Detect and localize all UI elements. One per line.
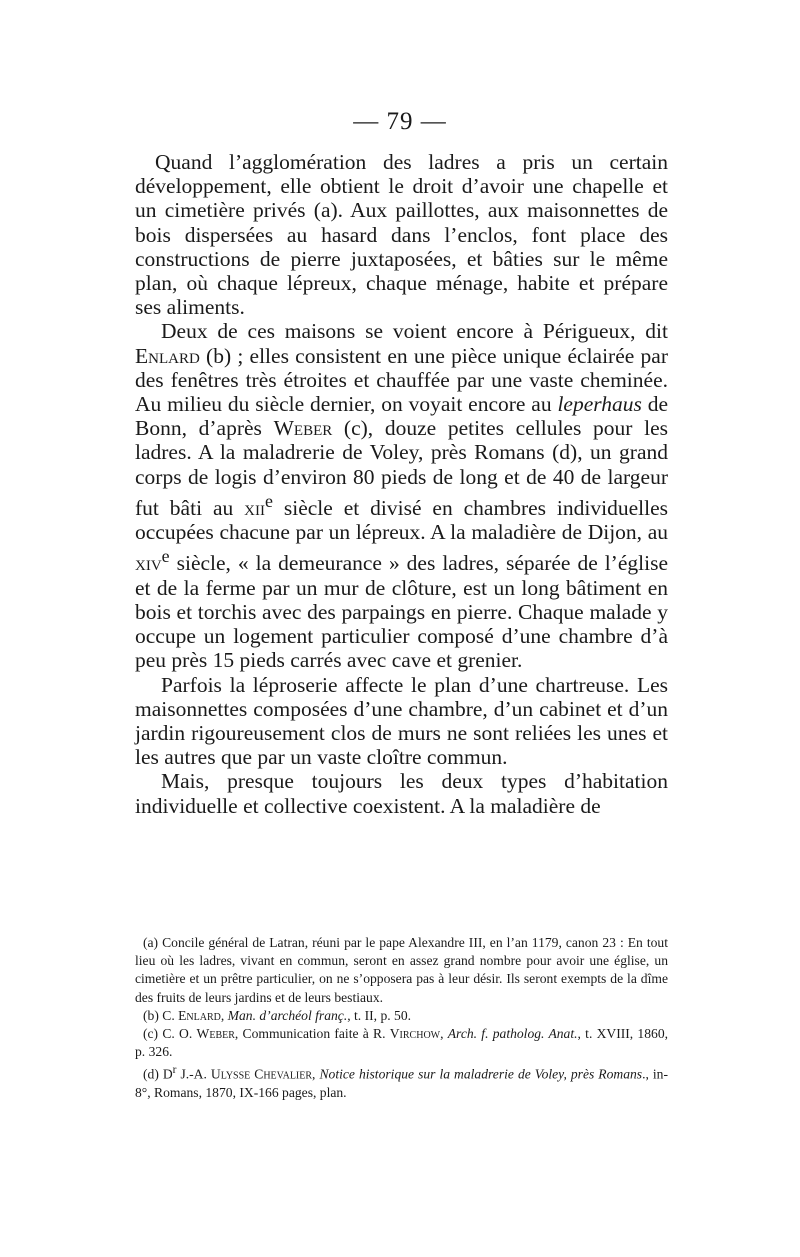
italic-title: Arch. f. patholog. Anat. — [447, 1026, 578, 1042]
author-name: Ulysse Chevalier — [210, 1066, 313, 1082]
text-run: , — [220, 1007, 228, 1023]
paragraph — [135, 150, 668, 319]
text-run: (a) Concile général de Latran, réuni par le pape Alexandre III, en l’an 1179, canon 23 : En tout lieu où les ladres, vivant en commun, seront en assez grand nombre pour avoir une église, un cimetière et un prêtre particulier, on ne s’opposera pas à leur désir. Ils seront exempts de la dîme des fruits de leurs jardins et de leurs bestiaux. — [135, 935, 668, 1005]
superscript: e — [161, 546, 170, 567]
text-run: Mais, presque toujours les deux types d’habitation individuelle et collective coexistent. A la maladière de — [135, 769, 668, 818]
author-name: Enlard — [135, 343, 200, 368]
main-text — [135, 150, 668, 818]
text-run: (c), douze petites cellules pour les ladres. A la maladrerie de Voley, près Romans (d), un grand corps de logis d’environ 80 pieds de long et de 40 de largeur fut bâti au — [135, 416, 668, 520]
text-run: (d) D — [143, 1066, 173, 1082]
footnote-b — [135, 1007, 668, 1025]
italic-title: Notice historique sur la maladrerie de Voley, près Romans — [319, 1066, 643, 1082]
author-name: Enlard — [178, 1007, 221, 1023]
text-run: siècle, « la demeurance » des ladres, séparée de l’église et de la ferme par un mur de clôture, est un long bâtiment en bois et torchis avec des parpaings en pierre. Chaque malade y occupe un logement particulier composé d’une chambre d’à peu près 15 pieds carrés avec cave et grenier. — [135, 551, 668, 673]
superscript: e — [265, 490, 273, 511]
italic-title: Man. d’archéol franç. — [227, 1007, 348, 1023]
text-run: , t. XVIII, 1860, p. 326. — [135, 1026, 669, 1060]
footnote-d — [135, 1061, 668, 1102]
text-run: Parfois la léproserie affecte le plan d’une chartreuse. Les maisonnettes composées d’une chambre, d’un cabinet et d’un jardin rigoureusement clos de murs ne sont reliées les unes et les autres que par un vaste cloître commun. — [135, 672, 668, 770]
author-name: Weber — [273, 416, 333, 441]
text-run: (b) C. — [143, 1007, 179, 1023]
text-run: , — [312, 1066, 320, 1082]
superscript: r — [172, 1064, 177, 1077]
text-run: , Communication faite à R. — [234, 1026, 390, 1042]
footnote-a — [135, 934, 668, 1007]
century-numeral: xii — [244, 496, 265, 520]
paragraph — [135, 319, 668, 672]
text-run: , — [440, 1026, 448, 1042]
author-name: Virchow — [389, 1026, 441, 1042]
page-number: — 79 — — [353, 108, 447, 135]
text-run: siècle et divisé en chambres individuelles occupées chacune par un lépreux. A la maladière de Dijon, au — [135, 496, 668, 545]
text-run: ., in-8°, Romans, 1870, IX-166 pages, plan. — [135, 1066, 668, 1101]
text-run: (b) ; elles consistent en une pièce unique éclairée par des fenêtres très étroites et chauffée par une vaste cheminée. Au milieu du siècle dernier, on voyait encore au — [135, 343, 668, 417]
text-run: Deux de ces maisons se voient encore à Périgueux, dit — [161, 319, 668, 344]
century-numeral: xiv — [135, 551, 162, 576]
italic-term: leperhaus — [557, 392, 642, 417]
paragraph — [135, 769, 668, 817]
text-run: J.-A. — [176, 1066, 211, 1082]
text-run: Quand l’agglomération des ladres a pris un certain développement, elle obtient le droit d’avoir une chapelle et un cimetière privés (a). Aux paillottes, aux maisonnettes de bois dispersées au hasard dans l’enclos, font place des constructions de pierre juxtaposées, et bâties sur le même plan, où chaque lépreux, chaque ménage, habite et prépare ses aliments. — [135, 150, 668, 320]
author-name: Weber — [196, 1026, 235, 1042]
text-run: (c) C. O. — [143, 1026, 197, 1042]
text-run: de Bonn, d’après — [135, 392, 668, 441]
footnote-c — [135, 1025, 668, 1061]
footnotes — [135, 934, 668, 1102]
paragraph — [135, 673, 668, 770]
text-run: , t. II, p. 50. — [347, 1007, 412, 1023]
